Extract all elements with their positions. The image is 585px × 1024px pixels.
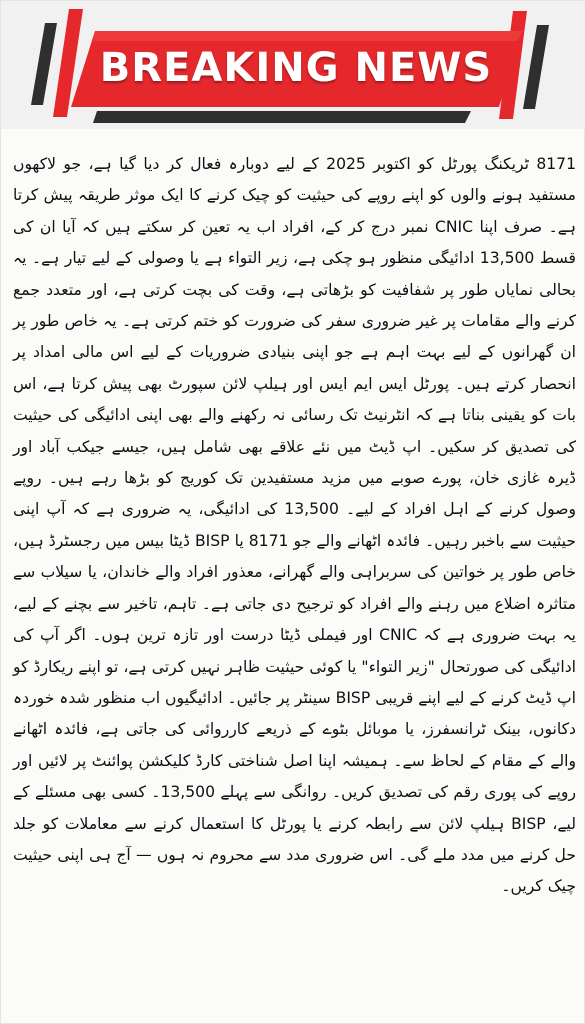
breaking-news-banner xyxy=(1,1,585,151)
article-body: 8171 ٹریکنگ پورٹل کو اکتوبر 2025 کے لیے دوبارہ فعال کر دیا گیا ہے، جو لاکھوں مستفید ہونے والوں کو اپنے روپے کی حیثیت کو چیک کرنے کا ایک موثر طریقہ پیش کرتا ہے۔ صرف اپنا CNIC نمبر درج کر کے، افراد اب یہ تعین کر سکتے ہیں کہ آیا ان کی قسط 13,500 ادائیگی منظور ہو چکی ہے، زیر التواء ہے یا وصولی کے لیے تیار ہے۔ یہ بحالی نمایاں طور پر شفافیت کو بڑھاتی ہے، وقت کی بچت کرتی ہے، اور متعدد جمع کرنے والے مقامات پر غیر ضروری سفر کی ضرورت کو ختم کرتی ہے۔ یہ خاص طور پر ان گھرانوں کے لیے بہت اہم ہے جو اپنی بنیادی ضروریات کے لیے اس مالی امداد پر انحصار کرتے ہیں۔ پورٹل ایس ایم ایس اور ہیلپ لائن سپورٹ بھی پیش کرتا ہے، اس بات کو یقینی بناتا ہے کہ انٹرنیٹ تک رسائی نہ رکھنے والے بھی اپنی ادائیگی کی حیثیت کی تصدیق کر سکیں۔ اپ ڈیٹ میں نئے علاقے بھی شامل ہیں، جیسے جیکب آباد اور ڈیرہ غازی خان، پورے صوبے میں مزید مستفیدین تک کوریج کو بڑھا رہے ہیں۔ روپے وصول کرنے کے اہل افراد کے لیے۔ 13,500 کی ادائیگی، یہ ضروری ہے کہ آپ اپنی حیثیت سے باخبر رہیں۔ فائدہ اٹھانے والے جو 8171 یا BISP ڈیٹا بیس میں رجسٹرڈ ہیں، خاص طور پر خواتین کی سربراہی والے گھرانے، معذور افراد والے خاندان، یا سیلاب سے متاثرہ اضلاع میں رہنے والے افراد کو ترجیح دی جاتی ہے۔ تاہم، تاخیر سے بچنے کے لیے، یہ بہت ضروری ہے کہ CNIC اور فیملی ڈیٹا درست اور تازہ ترین ہوں۔ اگر آپ کی ادائیگی کی صورتحال "زیر التواء" یا کوئی حیثیت ظاہر نہیں کرتی ہے، تو اپنے ریکارڈ کو اپ ڈیٹ کرنے کے لیے اپنے قریبی BISP سینٹر پر جائیں۔ ادائیگیوں اب منظور شدہ خوردہ دکانوں، بینک ٹرانسفرز، یا موبائل بٹوے کے ذریعے کارروائی کی جاتی ہے، فائدہ اٹھانے والے کے مقام کے لحاظ سے۔ ہمیشہ اپنا اصل شناختی کارڈ کلیکشن پوائنٹ پر لائیں اور روپے کی پوری رقم کی تصدیق کریں۔ روانگی سے پہلے 13,500۔ کسی بھی مسئلے کے لیے، BISP ہیلپ لائن سے رابطہ کرنے یا پورٹل کا استعمال کرنے سے معاملات کو جلد حل کرنے میں مدد ملے گی۔ اس ضروری مدد سے محروم نہ ہوں — آج ہی اپنی حیثیت چیک کریں۔ xyxy=(13,155,577,896)
banner-dark-strip xyxy=(93,111,471,123)
banner-title: BREAKING NEWS xyxy=(99,45,493,91)
